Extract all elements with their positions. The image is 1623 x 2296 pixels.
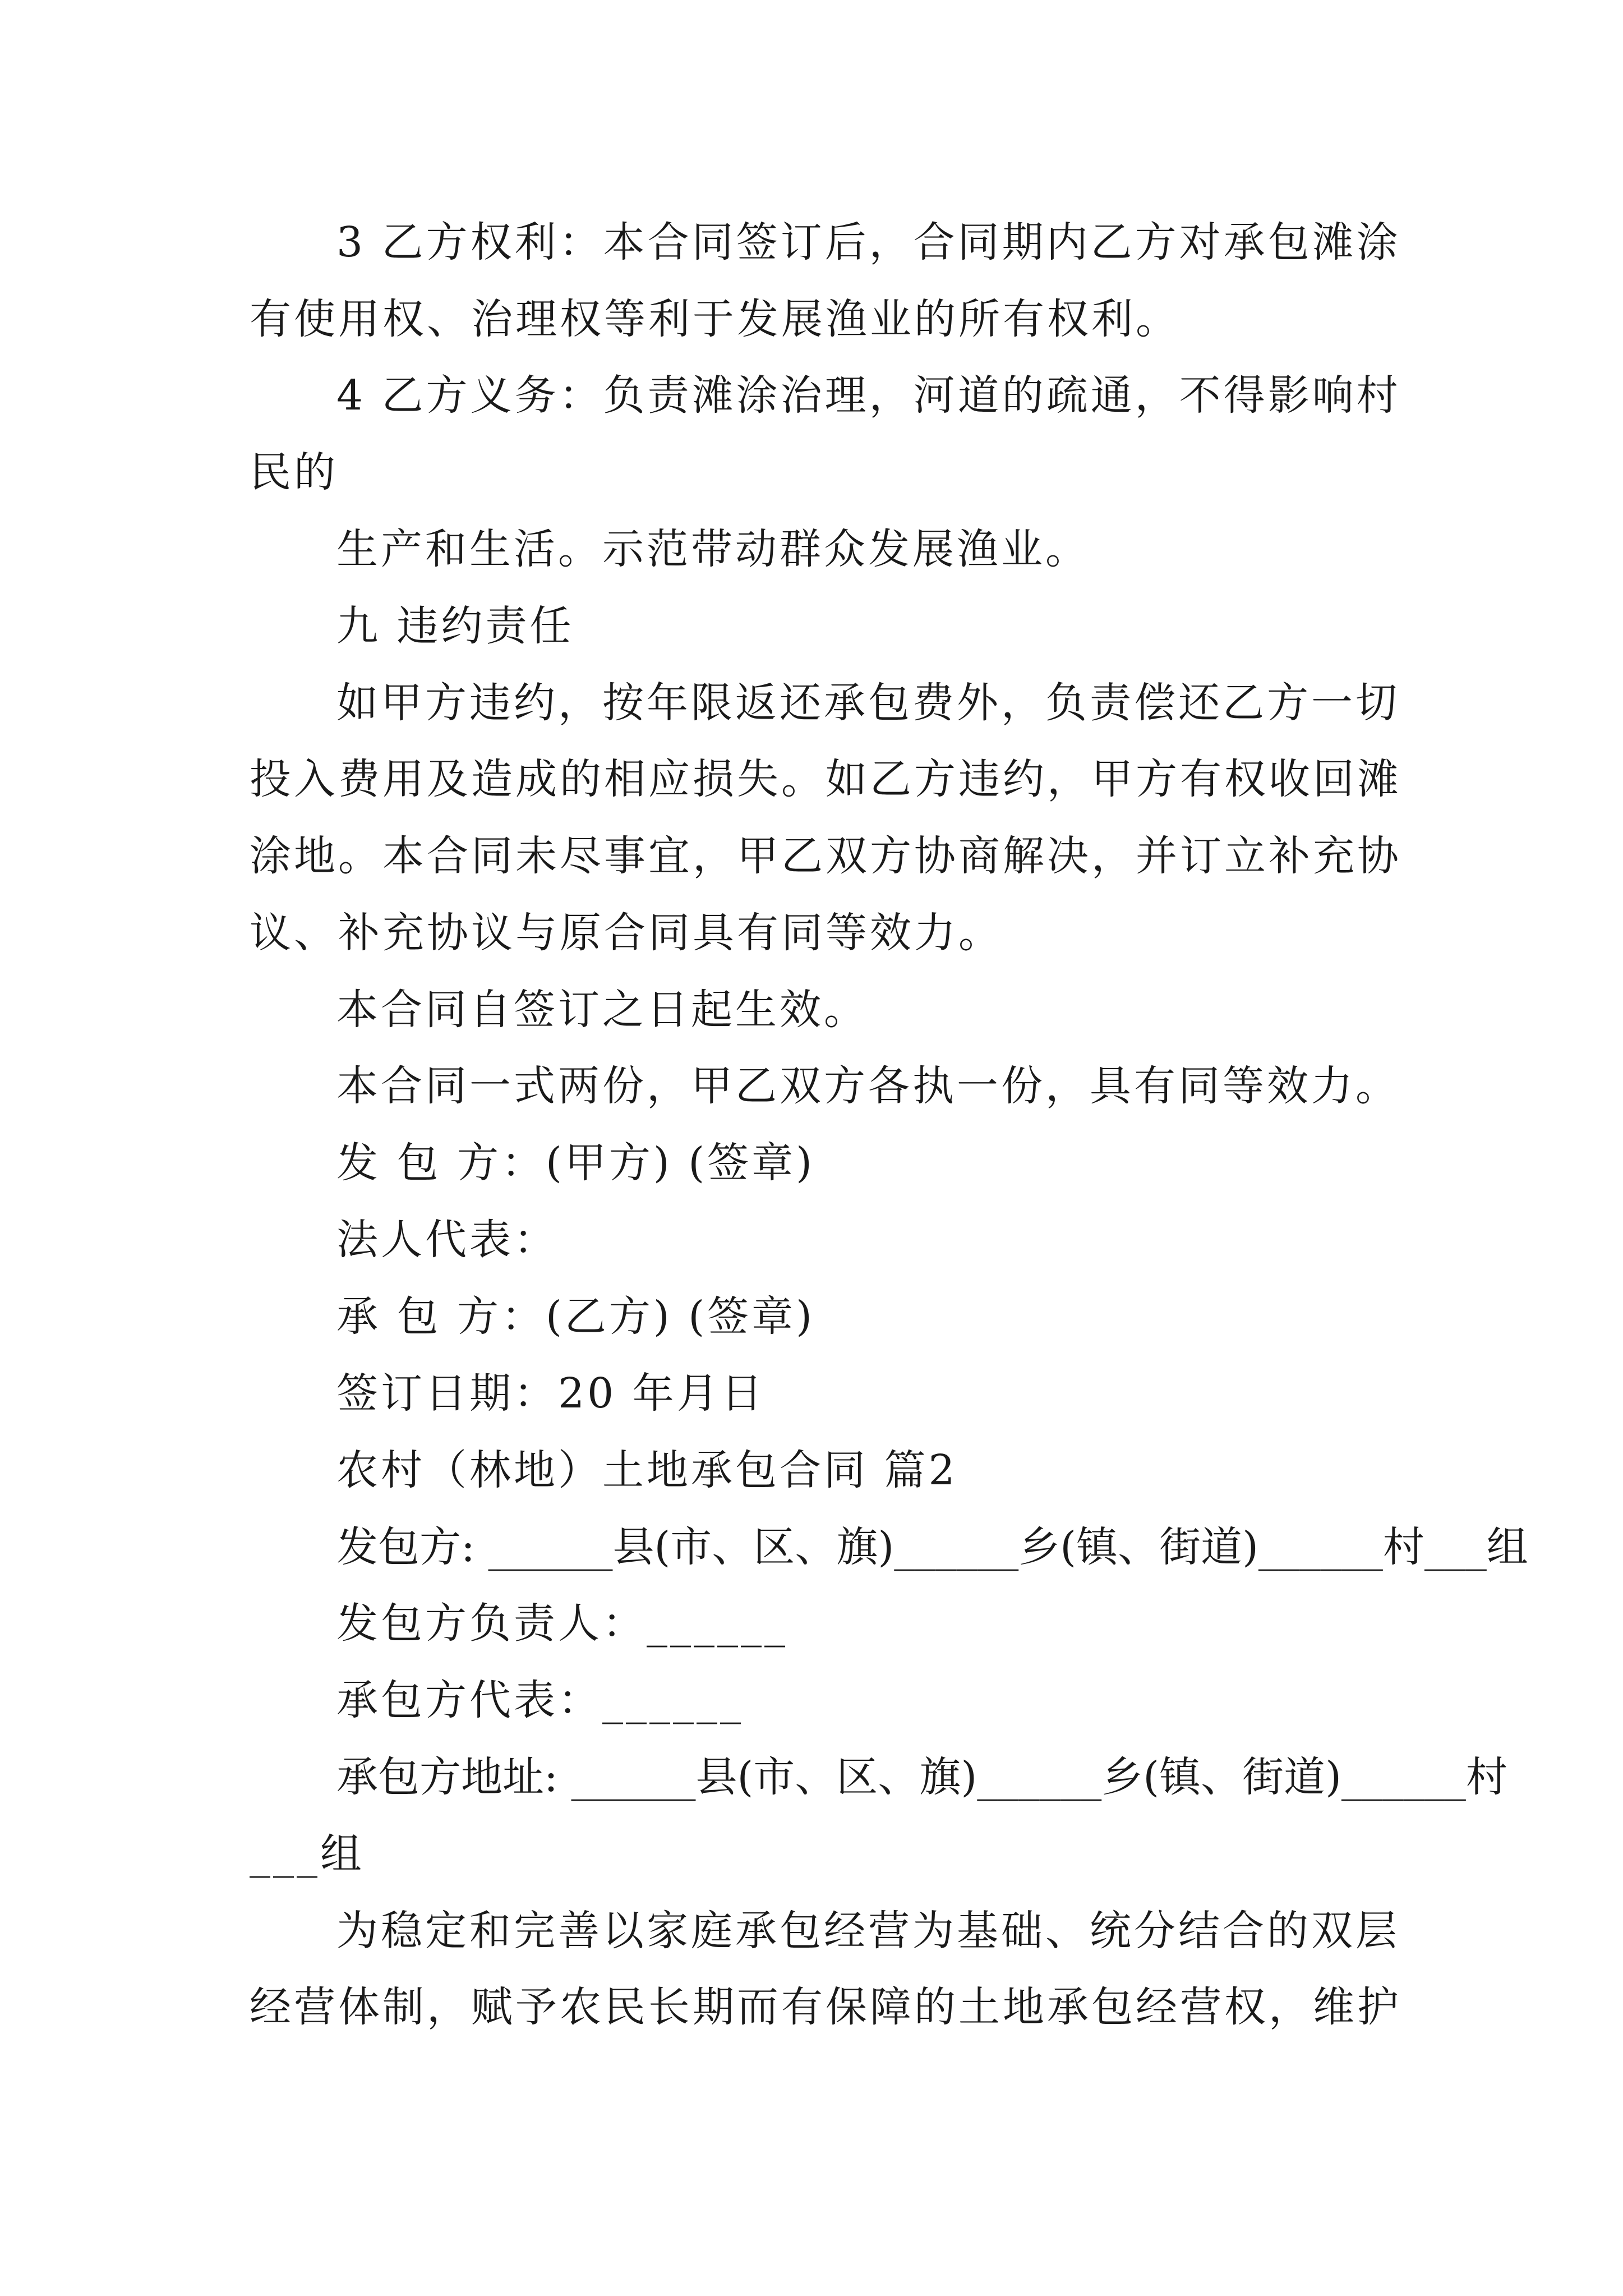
text-line: 为稳定和完善以家庭承包经营为基础、统分结合的双层: [336, 1907, 1400, 1955]
signature-field-party-b: 承 包 方：(乙方) (签章): [336, 1292, 815, 1341]
contractor-head-field: 发包方负责人：______: [336, 1599, 788, 1648]
contractee-representative-field: 承包方代表：______: [336, 1676, 744, 1724]
text-line: 3 乙方权利：本合同签订后，合同期内乙方对承包滩涂: [336, 218, 1401, 266]
section-title: 农村（林地）土地承包合同 篇2: [336, 1446, 958, 1494]
text-line: 经营体制，赋予农民长期而有保障的土地承包经营权，维护: [250, 1983, 1401, 2031]
contractee-address-field: 承包方地址: ______县(市、区、旗)______乡(镇、街道)______村: [336, 1753, 1507, 1801]
text-line: ___组: [250, 1830, 365, 1878]
legal-representative-field: 法人代表：: [336, 1216, 558, 1264]
text-line: 有使用权、治理权等利于发展渔业的所有权利。: [250, 295, 1180, 343]
text-line: 投入费用及造成的相应损失。如乙方违约，甲方有权收回滩: [250, 755, 1401, 803]
text-line: 涂地。本合同未尽事宜，甲乙双方协商解决，并订立补充协: [250, 832, 1401, 880]
text-line: 生产和生活。示范带动群众发展渔业。: [336, 525, 1090, 573]
text-line: 议、补充协议与原合同具有同等效力。: [250, 909, 1003, 957]
text-line: 本合同自签订之日起生效。: [336, 986, 868, 1034]
signing-date-field: 签订日期：20 年月日: [336, 1369, 766, 1418]
text-line: 如甲方违约，按年限返还承包费外，负责偿还乙方一切: [336, 679, 1400, 727]
text-line: 民的: [250, 448, 338, 496]
signature-field-party-a: 发 包 方：(甲方) (签章): [336, 1139, 815, 1187]
contractor-address-field: 发包方: ______县(市、区、旗)______乡(镇、街道)______村___组: [336, 1523, 1528, 1571]
text-line: 4 乙方义务：负责滩涂治理，河道的疏通，不得影响村: [336, 371, 1401, 420]
text-line: 本合同一式两份，甲乙双方各执一份，具有同等效力。: [336, 1062, 1400, 1110]
section-heading: 九 违约责任: [336, 602, 574, 650]
